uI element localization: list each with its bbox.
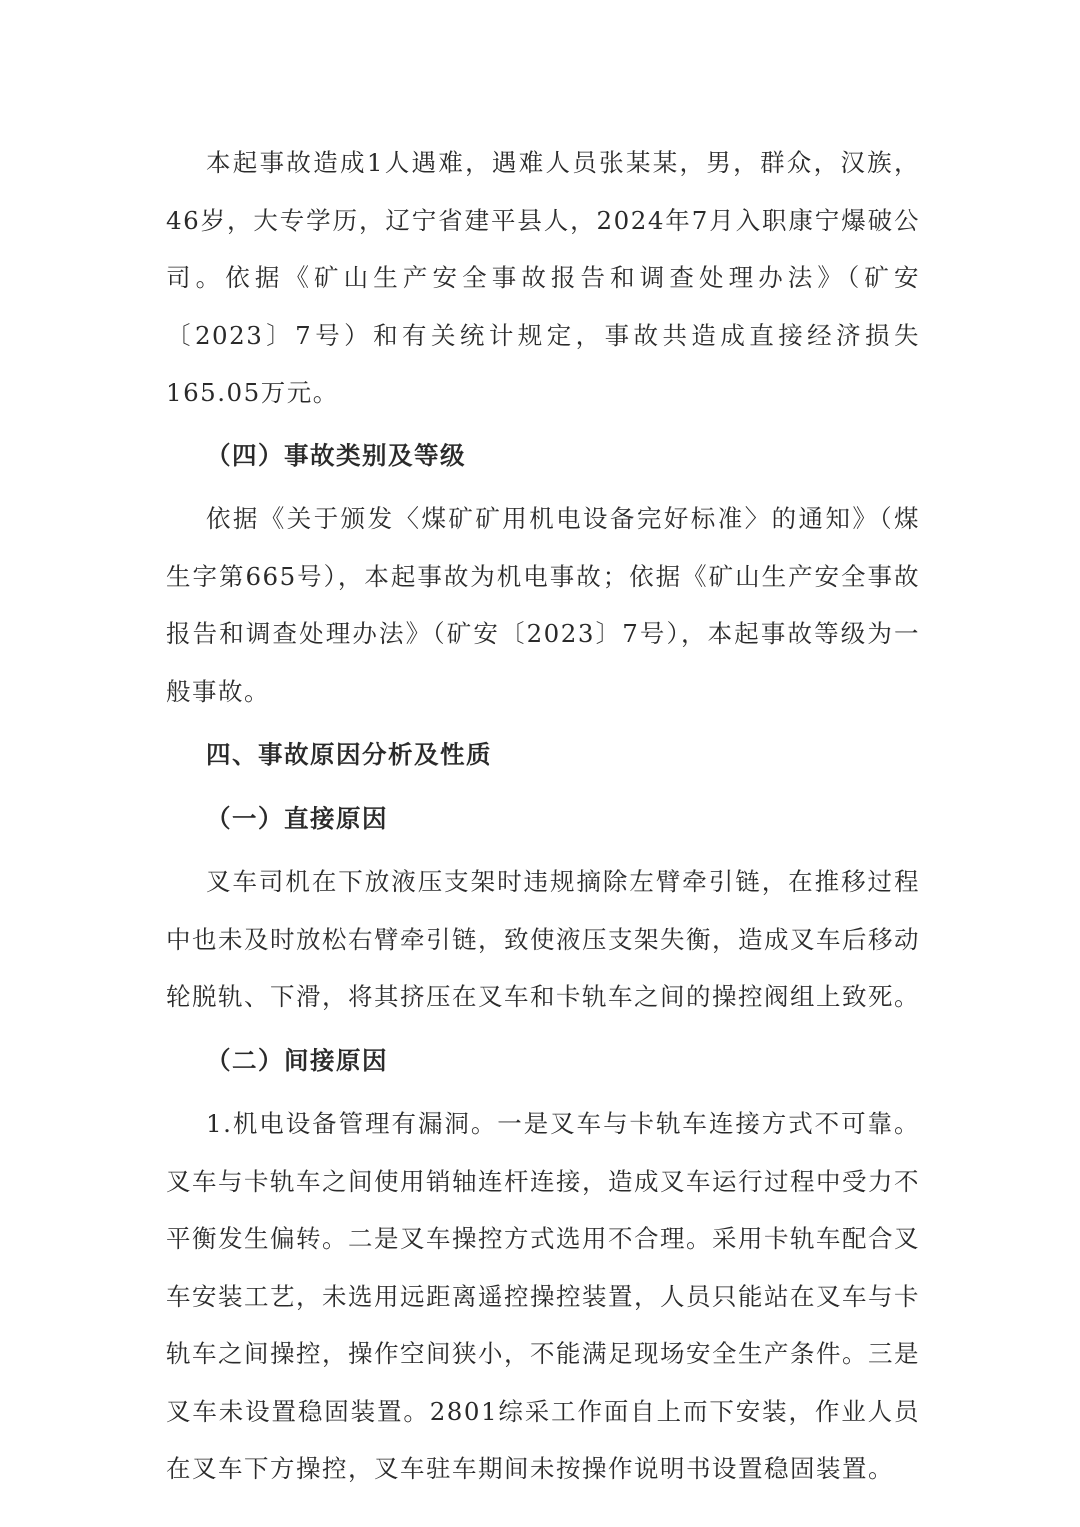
heading-accident-category: （四）事故类别及等级 <box>206 440 466 470</box>
paragraph-victim-and-loss: 本起事故造成1人遇难，遇难人员张某某，男，群众，汉族，46岁，大专学历，辽宁省建平县人，2024年7月入职康宁爆破公司。依据《矿山生产安全事故报告和调查处理办法》（矿安〔2023〕7号）和有关统计规定，事故共造成直接经济损失165.05万元。 <box>166 148 920 407</box>
heading-cause-analysis: 四、事故原因分析及性质 <box>206 740 492 769</box>
heading-direct-cause: （一）直接原因 <box>206 803 388 833</box>
paragraph-accident-category: 依据《关于颁发〈煤矿矿用机电设备完好标准〉的通知》（煤生字第665号），本起事故为机电事故；依据《矿山生产安全事故报告和调查处理办法》（矿安〔2023〕7号），本起事故等级为一般事故。 <box>166 504 920 706</box>
heading-indirect-cause: （二）间接原因 <box>206 1045 388 1075</box>
paragraph-indirect-cause-1: 1.机电设备管理有漏洞。一是叉车与卡轨车连接方式不可靠。叉车与卡轨车之间使用销轴连杆连接，造成叉车运行过程中受力不平衡发生偏转。二是叉车操控方式选用不合理。采用卡轨车配合叉车安装工艺，未选用远距离遥控操控装置，人员只能站在叉车与卡轨车之间操控，操作空间狭小，不能满足现场安全生产条件。三是叉车未设置稳固装置。2801综采工作面自上而下安装，作业人员在叉车下方操控，叉车驻车期间未按操作说明书设置稳固装置。 <box>166 1109 920 1483</box>
paragraph-direct-cause: 叉车司机在下放液压支架时违规摘除左臂牵引链，在推移过程中也未及时放松右臂牵引链，致使液压支架失衡，造成叉车后移动轮脱轨、下滑，将其挤压在叉车和卡轨车之间的操控阀组上致死。 <box>166 867 920 1011</box>
